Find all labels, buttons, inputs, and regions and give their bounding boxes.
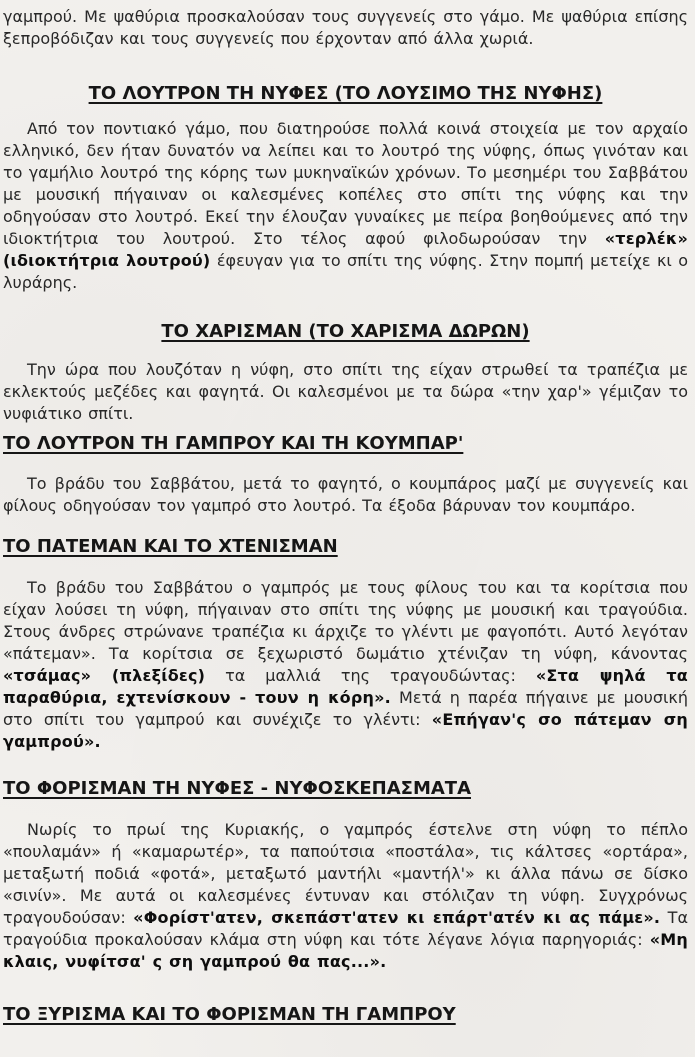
text-segment: έφευγαν για το σπίτι της νύφης. Στην πομπή μετείχε κι ο λυράρης. [3,251,688,292]
text-segment: Τα τραγούδια προκαλούσαν κλάμα στη νύφη και τότε λέγανε λόγια παρηγοριάς: [3,908,688,949]
section-heading: ΤΟ ΛΟΥΤΡΟΝ ΤΗ ΝΥΦΕΣ (ΤΟ ΛΟΥΣΙΜΟ ΤΗΣ ΝΥΦΗΣ) [88,83,603,104]
section-heading: ΤΟ ΧΑΡΙΣΜΑΝ (ΤΟ ΧΑΡΙΣΜΑ ΔΩΡΩΝ) [161,321,530,342]
text-segment: Μετά η παρέα πήγαινε με μουσική στο σπίτι του γαμπρού και συνέχιζε το γλέντι: [3,688,688,729]
text-segment: Το βράδυ του Σαββάτου ο γαμπρός με τους φίλους του και τα κορίτσια που είχαν λούσει τη νύφη, πήγαιναν στο σπίτι της νύφης με μουσική και τραγούδια. Στους άνδρες στρώνανε τραπέζια κι άρχιζε το γλέντι με φαγοπότι. Αυτό λεγόταν «πάτεμαν». Τα κορίτσια σε ξεχωριστό δωμάτιο χτένιζαν τη νύφη, κάνοντας [3,578,688,663]
paragraph [3,359,688,425]
paragraph [3,6,688,50]
section-heading: ΤΟ ΛΟΥΤΡΟΝ ΤΗ ΓΑΜΠΡΟΥ ΚΑΙ ΤΗ ΚΟΥΜΠΑΡ' [3,433,464,454]
bold-text-segment: «Μη κλαις, νυφίτσα' ς ση γαμπρού θα πας...». [3,930,688,971]
text-segment: Από τον ποντιακό γάμο, που διατηρούσε πολλά κοινά στοιχεία με τον αρχαίο ελληνικό, δεν ήταν δυνατόν να λείπει και το λουτρό της νύφης, όπως γινόταν και το γαμήλιο λουτρό της κόρης των μυκηναϊκών χρόνων. Το μεσημέρι του Σαββάτου με μουσική πήγαιναν οι καλεσμένες κοπέλες στο σπίτι της νύφης και την οδηγούσαν στο λουτρό. Εκεί την έλουζαν γυναίκες με πείρα βοηθούμενες από την ιδιοκτήτρια του λουτρού. Στο τέλος αφού φιλοδωρούσαν την [3,119,688,248]
paragraph [3,473,688,517]
paragraph [3,577,688,753]
text-segment: Νωρίς το πρωί της Κυριακής, ο γαμπρός έστελνε στη νύφη το πέπλο «πουλαμάν» ή «καμαρωτέρ», τα παπούτσια «ποστάλα», τις κάλτσες «ορτάρα», μεταξωτή ποδιά «φοτά», μεταξωτό μαντήλι «μαντήλ'» κι άλλα πάνω σε δίσκο «σινίν». Με αυτά οι καλεσμένες έντυναν και στόλιζαν τη νύφη. Συγχρόνως τραγουδούσαν: [3,820,688,927]
bold-text-segment: «τσάμας» (πλεξίδες) [3,666,206,685]
section-heading: ΤΟ ΞΥΡΙΣΜΑ ΚΑΙ ΤΟ ΦΟΡΙΣΜΑΝ ΤΗ ΓΑΜΠΡΟΥ [3,1004,456,1025]
text-segment: Το βράδυ του Σαββάτου, μετά το φαγητό, ο κουμπάρος μαζί με συγγενείς και φίλους οδηγούσαν τον γαμπρό στο λουτρό. Τα έξοδα βάρυναν τον κουμπάρο. [3,474,688,515]
text-segment: τα μαλλιά της τραγουδώντας: [205,666,536,685]
bold-text-segment: «Στα ψηλά τα παραθύρια, εχτενίσκουν - τουν η κόρη». [3,666,688,707]
bold-text-segment: «Φορίστ'ατεν, σκεπάστ'ατεν κι επάρτ'ατέν κι ας πάμε». [133,908,661,927]
section-heading: ΤΟ ΠΑΤΕΜΑΝ ΚΑΙ ΤΟ ΧΤΕΝΙΣΜΑΝ [3,536,338,557]
text-segment: Την ώρα που λουζόταν η νύφη, στο σπίτι της είχαν στρωθεί τα τραπέζια με εκλεκτούς μεζέδες και φαγητά. Οι καλεσμένοι με τα δώρα «την χαρ'» γέμιζαν το νυφιάτικο σπίτι. [3,360,688,423]
bold-text-segment: «τερλέκ» (ιδιοκτήτρια λουτρού) [3,229,688,270]
paragraph [3,118,688,294]
section-heading: ΤΟ ΦΟΡΙΣΜΑΝ ΤΗ ΝΥΦΕΣ - ΝΥΦΟΣΚΕΠΑΣΜΑΤΑ [3,778,471,799]
paragraph [3,819,688,973]
bold-text-segment: «Επήγαν'ς σο πάτεμαν ση γαμπρού». [3,710,688,751]
text-segment: γαμπρού. Με ψαθύρια προσκαλούσαν τους συγγενείς στο γάμο. Με ψαθύρια επίσης ξεπροβόδιζαν και τους συγγενείς που έρχονταν από άλλα χωριά. [3,7,688,48]
